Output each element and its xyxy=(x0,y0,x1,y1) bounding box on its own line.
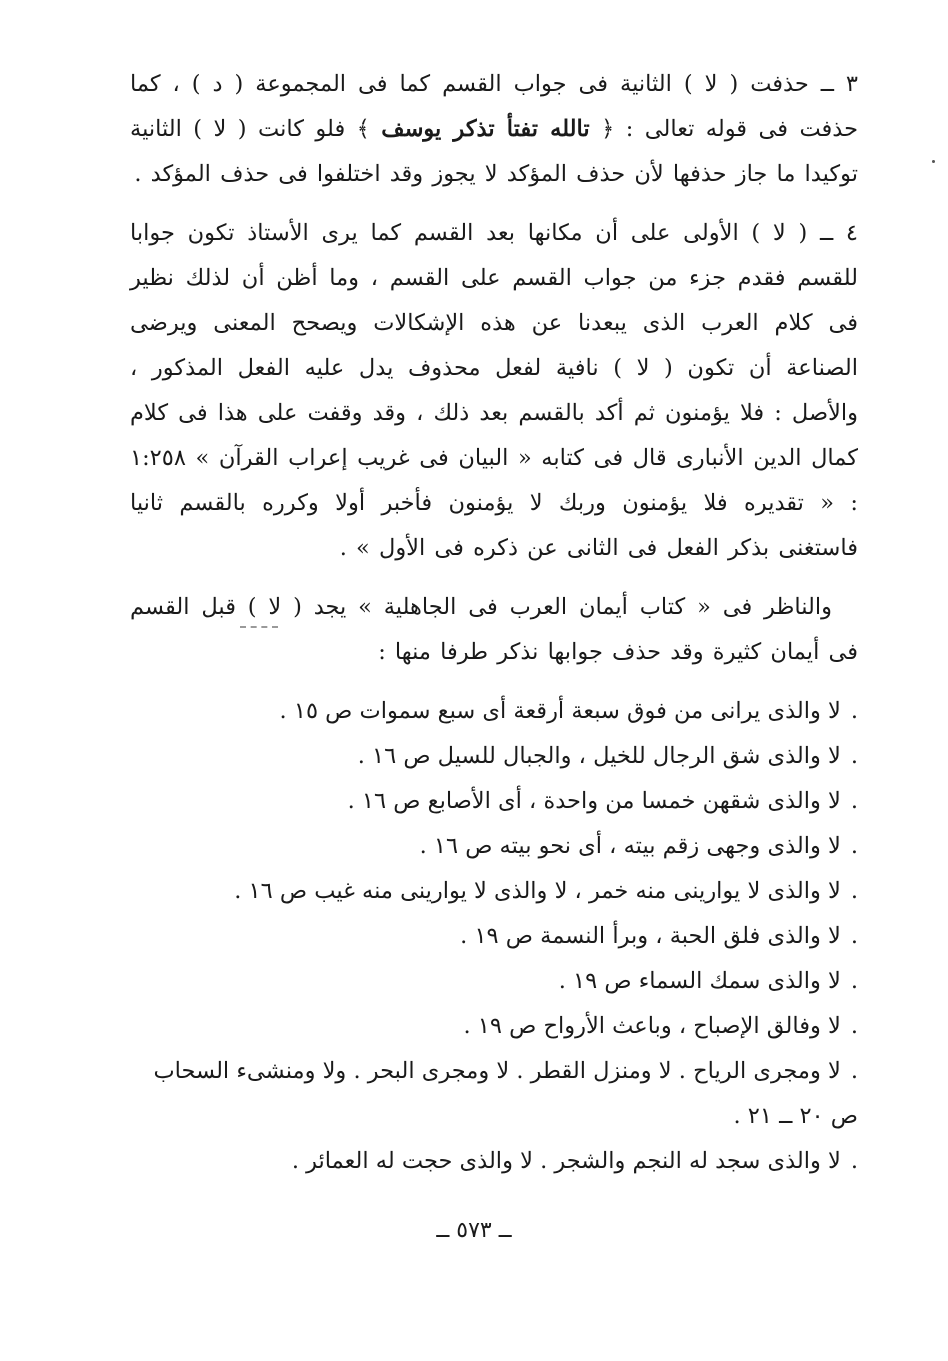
oath-text: لا والذى وجهى زقم بيته ، أى نحو بيته ص ١٦ . xyxy=(419,833,841,859)
paragraph-3-text-b: ﴾ فلو كانت ( لا ) الثانية توكيدا ما جاز حذفها لأن حذف المؤكد لا يجوز وقد اختلفوا فى حذف المؤكد . xyxy=(130,116,858,187)
paragraph-3 xyxy=(130,62,858,197)
list-item xyxy=(130,869,858,914)
list-item xyxy=(130,689,858,734)
list-item xyxy=(130,914,858,959)
oath-text: لا والذى لا يوارينى منه خمر ، لا والذى لا يوارينى منه غيب ص ١٦ . xyxy=(234,878,841,904)
bullet-dot: . xyxy=(850,1013,858,1039)
paragraph-4: ٤ ــ ( لا ) الأولى على أن مكانها بعد القسم كما يرى الأستاذ تكون جوابا للقسم فقدم جزء من جواب القسم على القسم ، وما أظن أن لذلك نظير فى كلام العرب الذى يبعدنا عن هذه الإشكالات ويصحح المعنى ويرضى الصناعة أن تكون ( لا ) نافية لفعل محذوف يدل عليه الفعل المذكور ، والأصل : فلا يؤمنون ثم أكد بالقسم بعد ذلك ، وقد وقفت على هذا فى كلام كمال الدين الأنبارى قال فى كتابه « البيان فى غريب إعراب القرآن » ١:٢٥٨ : « تقديره فلا يؤمنون وربك لا يؤمنون فأخبر أولا وكرره بالقسم ثانيا فاستغنى بذكر الفعل فى الثانى عن ذكره فى الأول » . xyxy=(130,220,858,561)
page-body xyxy=(130,62,858,1184)
list-item xyxy=(130,1139,858,1184)
bullet-dot: . xyxy=(850,923,858,949)
scan-speck xyxy=(932,160,935,163)
oath-text: لا والذى فلق الحبة ، وبرأ النسمة ص ١٩ . xyxy=(460,923,841,949)
list-item xyxy=(130,1004,858,1049)
bullet-dot: . xyxy=(850,833,858,859)
bullet-dot: . xyxy=(850,788,858,814)
list-item xyxy=(130,1049,858,1139)
paragraph-3-text-a: ٣ ــ حذفت ( لا ) الثانية فى جواب القسم كما فى المجموعة ( د ) ، كما حذفت فى قوله تعالى : ﴿ xyxy=(130,71,859,142)
oath-text: لا والذى شقهن خمسا من واحدة ، أى الأصابع ص ١٦ . xyxy=(347,788,841,814)
oath-text: لا ومجرى الرياح . لا ومنزل القطر . لا ومجرى البحر . ولا ومنشىء السحاب ص ٢٠ ــ ٢١ . xyxy=(153,1058,858,1129)
bullet-dot: . xyxy=(850,968,858,994)
quran-verse: تالله تفتأ تذكر يوسف xyxy=(381,116,590,142)
bullet-dot: . xyxy=(850,1148,858,1174)
oath-text: لا والذى يرانى من فوق سبعة أرقعة أى سبع سموات ص ١٥ . xyxy=(279,698,841,724)
bullet-dot: . xyxy=(850,743,858,769)
bullet-dot: . xyxy=(850,878,858,904)
scan-dash-mark xyxy=(240,626,278,628)
list-item xyxy=(130,959,858,1004)
list-item xyxy=(130,779,858,824)
oath-list xyxy=(130,689,858,1184)
paragraph-5: والناظر فى « كتاب أيمان العرب فى الجاهلية » يجد ( لا ) قبل القسم فى أيمان كثيرة وقد حذف جوابها نذكر طرفا منها : xyxy=(130,594,858,665)
oath-text: لا والذى شق الرجال للخيل ، والجبال للسيل ص ١٦ . xyxy=(357,743,841,769)
bullet-dot: . xyxy=(850,1058,858,1084)
page-number: ــ ٥٧٣ ــ xyxy=(436,1218,512,1243)
oath-text: لا والذى سمك السماء ص ١٩ . xyxy=(558,968,841,994)
oath-text: لا وفالق الإصباح ، وباعث الأرواح ص ١٩ . xyxy=(463,1013,841,1039)
list-item xyxy=(130,734,858,779)
bullet-dot: . xyxy=(850,698,858,724)
oath-text: لا والذى سجد له النجم والشجر . لا والذى حجت له العمائر . xyxy=(291,1148,841,1174)
list-item xyxy=(130,824,858,869)
